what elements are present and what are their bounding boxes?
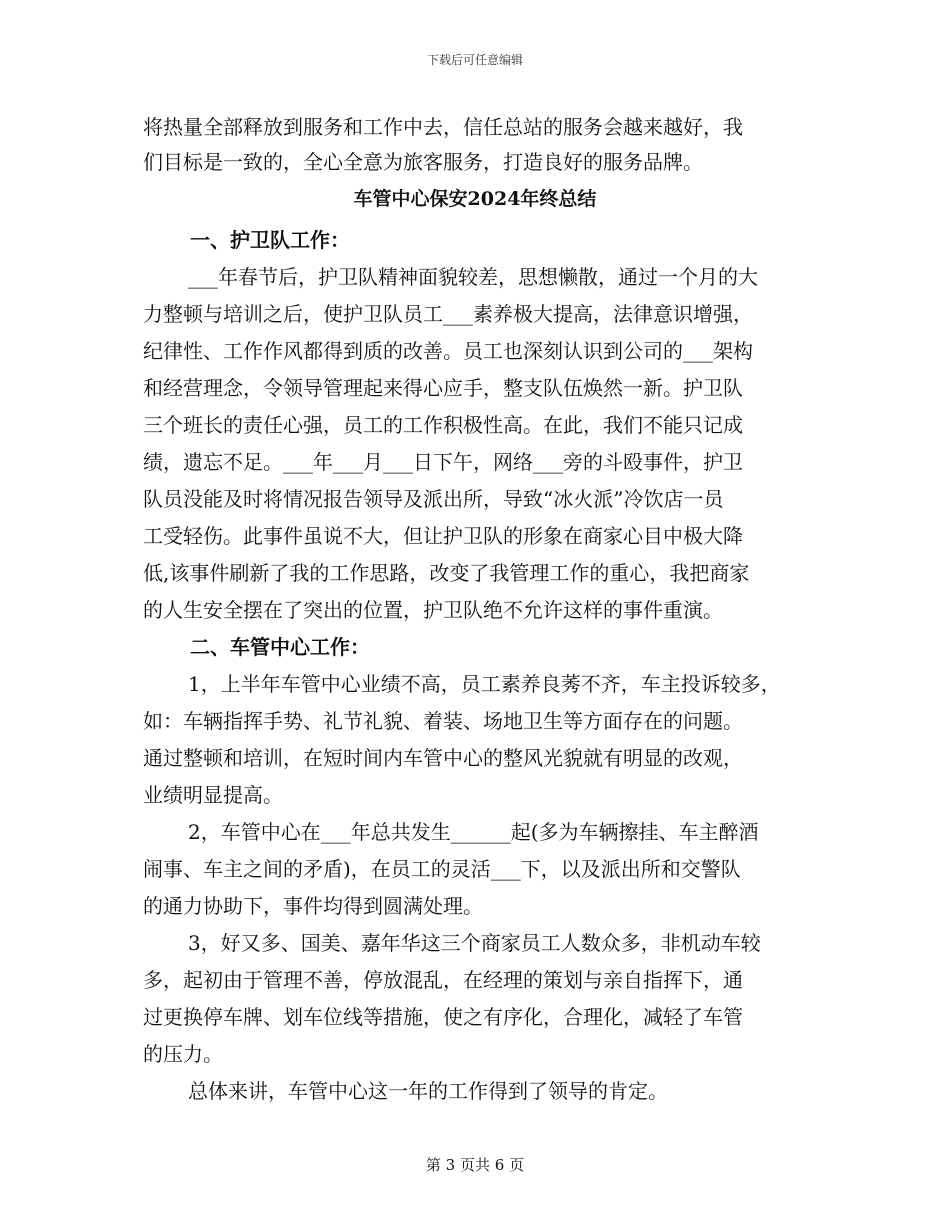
section-heading-1: 一、护卫队工作： [190,228,350,252]
body-line: 总体来讲，车管中心这一年的工作得到了领导的肯定。 [188,1079,668,1103]
page-footer: 第 3 页共 6 页 [425,1156,525,1174]
body-line: 的压力。 [143,1042,223,1066]
body-line: 将热量全部释放到服务和工作中去，信任总站的服务会越来越好，我 [143,115,743,139]
body-line: 如：车辆指挥手势、礼节礼貌、着装、场地卫生等方面存在的问题。 [143,709,743,733]
body-line: 绩，遗忘不足。___年___月___日下午，网络___旁的斗殴事件，护卫 [143,450,743,474]
body-line: 队员没能及时将情况报告领导及派出所，导致“冰火派”冷饮店一员 [143,487,724,511]
body-line: 业绩明显提高。 [143,783,283,807]
body-line: 通过整顿和培训，在短时间内车管中心的整风光貌就有明显的改观， [143,746,743,770]
body-line: ___年春节后，护卫队精神面貌较差，思想懒散，通过一个月的大 [188,265,758,289]
section-heading-2: 二、车管中心工作： [190,635,370,659]
page-header: 下载后可任意编辑 [426,53,523,67]
document-title: 车管中心保安2024年终总结 [353,188,597,210]
body-line: 工受轻伤。此事件虽说不大，但让护卫队的形象在商家心目中极大降 [143,524,743,548]
body-line: 和经营理念，令领导管理起来得心应手，整支队伍焕然一新。护卫队 [143,376,743,400]
body-line: 的人生安全摆在了突出的位置，护卫队绝不允许这样的事件重演。 [143,598,723,622]
body-line: 多，起初由于管理不善，停放混乱，在经理的策划与亲自指挥下，通 [143,968,743,992]
body-line: 2，车管中心在___年总共发生______起(多为车辆擦挂、车主醉酒 [188,820,759,844]
body-line: 纪律性、工作作风都得到质的改善。员工也深刻认识到公司的___架构 [143,339,753,363]
body-line: 三个班长的责任心强，员工的工作积极性高。在此，我们不能只记成 [143,413,743,437]
body-line: 过更换停车牌、划车位线等措施，使之有序化，合理化，减轻了车管 [143,1005,743,1029]
body-line: 力整顿与培训之后，使护卫队员工___素养极大提高，法律意识增强， [143,302,753,326]
body-line: 闹事、车主之间的矛盾)，在员工的灵活___下，以及派出所和交警队 [143,857,741,881]
body-line: 的通力协助下，事件均得到圆满处理。 [143,894,483,918]
body-line: 1，上半年车管中心业绩不高，员工素养良莠不齐，车主投诉较多， [188,672,781,696]
body-line: 3，好又多、国美、嘉年华这三个商家员工人数众多，非机动车较 [188,931,761,955]
body-line: 低,该事件刷新了我的工作思路，改变了我管理工作的重心，我把商家 [143,561,750,585]
body-line: 们目标是一致的，全心全意为旅客服务，打造良好的服务品牌。 [143,150,703,174]
